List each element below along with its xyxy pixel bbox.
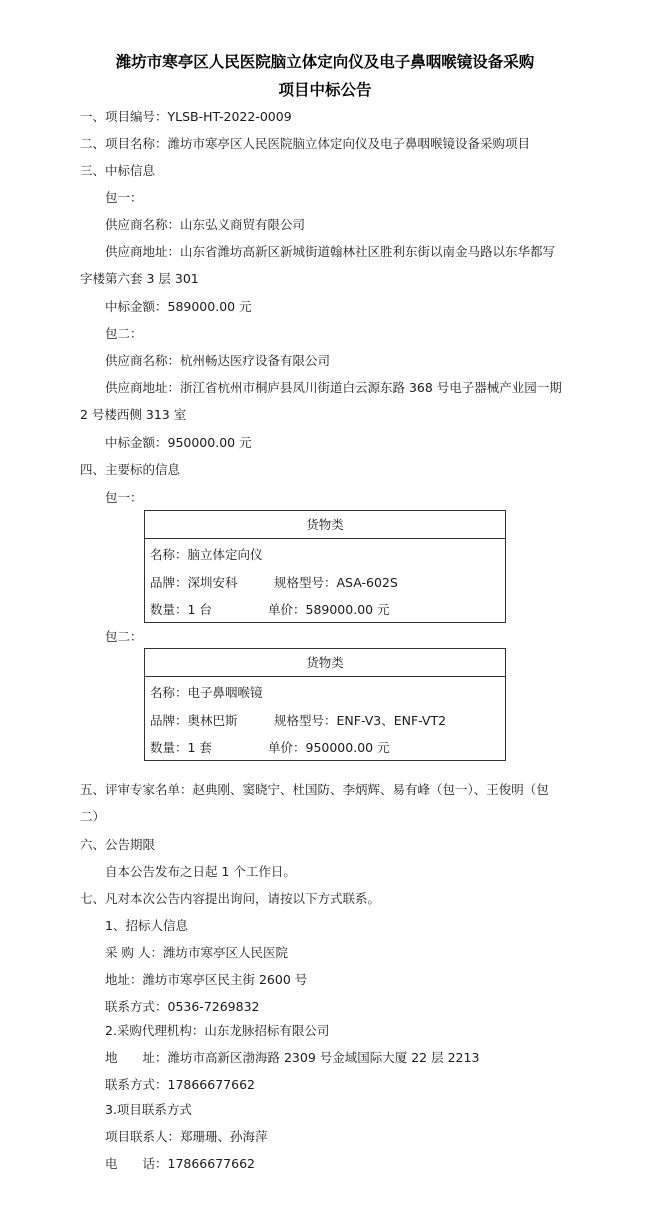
goods-table-1 [144,510,506,623]
package-2-address-cont: 2 号楼西侧 313 室 [80,407,187,422]
goods-name: 名称：脑立体定向仪 [150,547,263,562]
tenderer-phone: 联系方式：0536-7269832 [105,999,260,1014]
project-number: 一、项目编号：YLSB-HT-2022-0009 [80,109,292,124]
package-1-label: 包一： [105,190,143,205]
goods-brand: 品牌：奥林巴斯 [150,713,238,728]
agency-phone: 联系方式：17866677662 [105,1077,255,1092]
package-2-label: 包二： [105,326,143,341]
bid-info-heading: 三、中标信息 [80,163,156,178]
goods-name: 名称：电子鼻咽喉镜 [150,685,263,700]
package-1-supplier: 供应商名称：山东弘义商贸有限公司 [105,217,306,232]
package-2-supplier: 供应商名称：杭州畅达医疗设备有限公司 [105,353,331,368]
experts-list-cont: 二） [80,809,106,824]
project-contact-heading: 3.项目联系方式 [105,1102,192,1117]
package-1-amount: 中标金额：589000.00 元 [105,299,252,314]
project-contact-phone: 电 话：17866677662 [105,1156,255,1171]
goods-model: 规格型号：ENF-V3、ENF-VT2 [274,713,447,728]
tenderer-address: 地址：潍坊市寒亭区民主街 2600 号 [105,972,308,987]
goods-table-2 [144,648,506,761]
package-2-address: 供应商地址：浙江省杭州市桐庐县凤川街道白云源东路 368 号电子器械产业园一期 [105,380,562,395]
contact-heading: 七、凡对本次公告内容提出询问，请按以下方式联系。 [80,891,381,906]
package-1-address: 供应商地址：山东省潍坊高新区新城街道翰林社区胜利东街以南金马路以东华都写 [105,244,556,259]
goods-model: 规格型号：ASA-602S [274,575,398,590]
goods-quantity: 数量：1 套 [150,740,212,755]
goods-unit-price: 单价：950000.00 元 [268,740,390,755]
period-heading: 六、公告期限 [80,837,156,852]
purchaser: 采 购 人：潍坊市寒亭区人民医院 [105,945,288,960]
main-info-heading: 四、主要标的信息 [80,462,181,477]
project-contact-person: 项目联系人：郑珊珊、孙海萍 [105,1129,268,1144]
page-subtitle: 项目中标公告 [278,80,372,99]
goods-brand: 品牌：深圳安科 [150,575,238,590]
project-name: 二、项目名称：潍坊市寒亭区人民医院脑立体定向仪及电子鼻咽喉镜设备采购项目 [80,136,531,151]
goods-table-header: 货物类 [145,511,505,539]
agency-address: 地 址：潍坊市高新区渤海路 2309 号金域国际大厦 22 层 2213 [105,1050,480,1065]
goods-2-label: 包二： [105,629,143,644]
goods-quantity: 数量：1 台 [150,602,212,617]
package-2-amount: 中标金额：950000.00 元 [105,435,252,450]
tenderer-heading: 1、招标人信息 [105,918,188,933]
goods-1-label: 包一： [105,490,143,505]
period-text: 自本公告发布之日起 1 个工作日。 [105,864,296,879]
agency-heading: 2.采购代理机构：山东龙脉招标有限公司 [105,1023,330,1038]
experts-list: 五、评审专家名单：赵典刚、窦晓宁、杜国防、李炳辉、易有峰（包一）、王俊明（包 [80,782,549,797]
package-1-address-cont: 字楼第六套 3 层 301 [80,271,199,286]
goods-table-header: 货物类 [145,649,505,677]
page-title: 潍坊市寒亭区人民医院脑立体定向仪及电子鼻咽喉镜设备采购 [115,52,535,71]
goods-unit-price: 单价：589000.00 元 [268,602,390,617]
